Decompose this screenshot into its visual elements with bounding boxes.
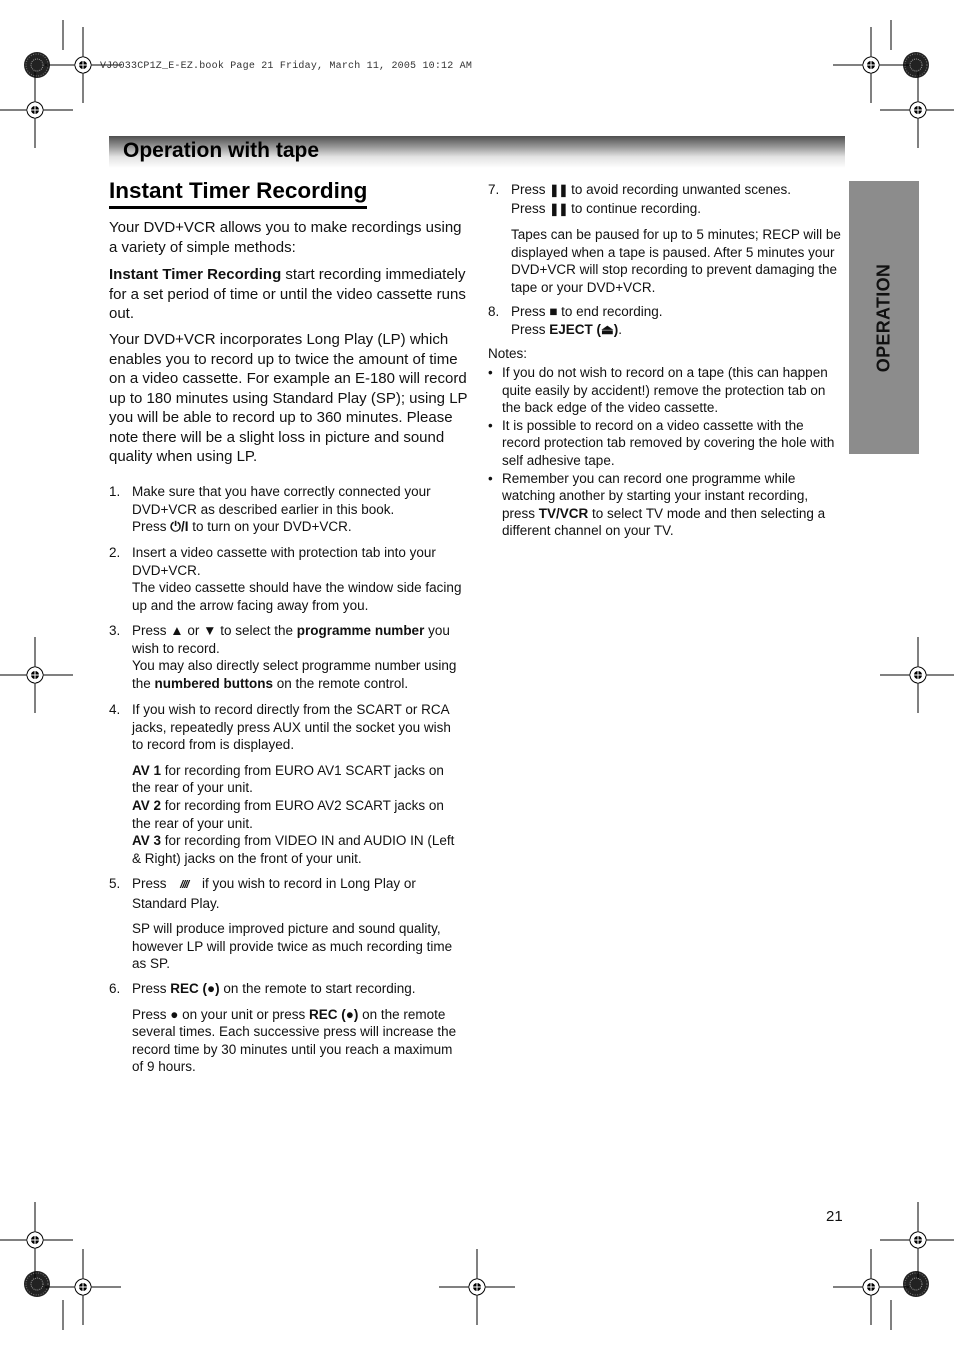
note-text: Remember you can record one programme while watching another by starting your instant recording, press xyxy=(502,470,809,521)
pause-icon: ❚❚ xyxy=(549,183,568,197)
side-tab-label: OPERATION xyxy=(873,263,894,372)
step-3 xyxy=(109,622,465,692)
bullet-icon: • xyxy=(488,365,493,380)
text: on the remote control. xyxy=(273,675,409,691)
step-7-line-2 xyxy=(511,200,844,219)
rec-button-label: REC (●) xyxy=(170,981,220,996)
step-number: 2. xyxy=(109,545,121,560)
step-number: 8. xyxy=(488,304,500,319)
note-text: If you do not wish to record on a tape (this can happen quite easily by accident!) remove the protection tab on the back edge of the video cassette. xyxy=(502,365,828,416)
step-8-line-1: Press ■ to end recording. xyxy=(511,304,663,319)
text: You may also directly select programme number using the xyxy=(132,658,457,691)
av2-line xyxy=(132,797,465,832)
pause-icon: ❚❚ xyxy=(549,201,568,216)
bold-term: programme number xyxy=(296,623,425,638)
step-number: 7. xyxy=(488,182,500,197)
text: for recording from EURO AV1 SCART jacks on the rear of your unit. xyxy=(132,762,444,796)
av1-label: AV 1 xyxy=(132,762,162,778)
bold-term: numbered buttons xyxy=(154,675,274,691)
step-1-text: Make sure that you have correctly connected your DVD+VCR as described earlier in this book. xyxy=(132,484,431,517)
text: Press xyxy=(511,200,550,216)
step-1 xyxy=(109,483,465,536)
text: Press xyxy=(132,876,171,891)
text: Press xyxy=(132,519,171,535)
rec-button-label: REC (●) xyxy=(308,1006,359,1022)
text: Press ▲ or ▼ to select the xyxy=(132,623,297,638)
page-heading: Instant Timer Recording xyxy=(109,178,367,209)
step-7 xyxy=(488,181,844,297)
step-5-text xyxy=(132,875,465,912)
text: Press xyxy=(132,981,171,996)
text: on the remote several times. Each successive press will increase the record time by 30 minutes until you reach a maximum of 9 hours. xyxy=(132,1006,457,1075)
text: you wish to record. xyxy=(132,623,450,656)
text: on the remote to start recording. xyxy=(219,981,416,996)
step-2 xyxy=(109,544,465,614)
intro-paragraph-3: Your DVD+VCR incorporates Long Play (LP) which enables you to record up to twice the amount of time on a video cassette. For example an E-180 will record up to 180 minutes using Standard Play (SP); using LP you will be able to record up to 360 minutes. Please note there will be a slight loss in picture and sound quality when using LP. xyxy=(109,331,468,465)
av1-line xyxy=(132,762,465,797)
bullet-icon: • xyxy=(488,470,493,486)
step-3-detail xyxy=(132,657,465,692)
av3-label: AV 3 xyxy=(132,833,162,849)
text: to turn on your DVD+VCR. xyxy=(188,519,352,535)
step-6-detail xyxy=(132,1006,465,1076)
note-text: to select TV mode and then selecting a different channel on your TV. xyxy=(502,505,826,539)
intro-bold-term: Instant Timer Recording xyxy=(109,266,282,283)
text: . xyxy=(618,321,623,337)
av3-line xyxy=(132,832,465,867)
text: Press ● on your unit or press xyxy=(132,1006,309,1022)
step-number: 3. xyxy=(109,623,121,638)
note-item xyxy=(488,417,844,470)
text: for recording from VIDEO IN and AUDIO IN (Left & Right) jacks on the front of your unit. xyxy=(132,833,455,866)
step-3-text xyxy=(132,622,465,657)
step-8 xyxy=(488,303,844,338)
page-number: 21 xyxy=(826,1208,843,1225)
step-2-text: Insert a video cassette with protection tab into your DVD+VCR. xyxy=(132,545,436,578)
step-8-line-2 xyxy=(511,321,844,339)
step-5-detail: SP will produce improved picture and sound quality, however LP will provide twice as much recording time as SP. xyxy=(132,921,453,972)
step-4 xyxy=(109,701,465,867)
text: Press xyxy=(511,182,550,197)
text: to continue recording. xyxy=(567,200,701,216)
side-tab xyxy=(849,181,919,454)
text: if you wish to record in Long Play or Standard Play. xyxy=(132,876,416,911)
step-6-text xyxy=(132,980,465,998)
step-6 xyxy=(109,980,465,1076)
text: for recording from EURO AV2 SCART jacks on the rear of your unit. xyxy=(132,797,444,831)
tv-vcr-button-label: TV/VCR xyxy=(538,505,589,521)
eject-button-label: EJECT (⏏) xyxy=(549,321,619,337)
intro-paragraph-1: Your DVD+VCR allows you to make recordings using a variety of simple methods: xyxy=(109,219,462,256)
av2-label: AV 2 xyxy=(132,797,162,813)
step-number: 6. xyxy=(109,981,121,996)
notes-list xyxy=(488,364,844,540)
step-2-detail: The video cassette should have the window side facing up and the arrow facing away from you. xyxy=(132,580,462,613)
intro-p2-text: start recording immediately for a set period of time or until the video cassette runs out. xyxy=(109,266,466,322)
section-title: Operation with tape xyxy=(123,139,320,162)
step-number: 1. xyxy=(109,484,121,499)
step-5 xyxy=(109,875,465,973)
text: to avoid recording unwanted scenes. xyxy=(567,182,792,197)
intro-paragraph-2 xyxy=(109,265,469,324)
bullet-icon: • xyxy=(488,417,493,433)
step-number: 5. xyxy=(109,876,121,891)
text: Press xyxy=(511,321,550,337)
print-info-line: VJ9033CP1Z_E-EZ.book Page 21 Friday, March 11, 2005 10:12 AM xyxy=(100,61,473,72)
step-7-line-1 xyxy=(511,181,844,200)
note-text: It is possible to record on a video cassette with the record protection tab removed by covering the hole with self adhesive tape. xyxy=(502,417,835,468)
step-7-detail: Tapes can be paused for up to 5 minutes; RECP will be displayed when a tape is paused. After 5 minutes your DVD+VCR will stop recording to prevent damaging the tape or your DVD+VCR. xyxy=(511,227,841,295)
note-item xyxy=(488,470,844,540)
step-1-power-text xyxy=(132,518,465,536)
power-button-icon: ⏻/I xyxy=(170,519,189,535)
section-header-bar xyxy=(109,136,845,168)
step-4-text: If you wish to record directly from the SCART or RCA jacks, repeatedly press AUX until the socket you wish to record from is displayed. xyxy=(132,702,451,753)
notes-title: Notes: xyxy=(488,346,528,361)
lp-sp-button-icon: //// xyxy=(180,879,189,891)
step-number: 4. xyxy=(109,702,121,717)
note-item xyxy=(488,364,844,417)
